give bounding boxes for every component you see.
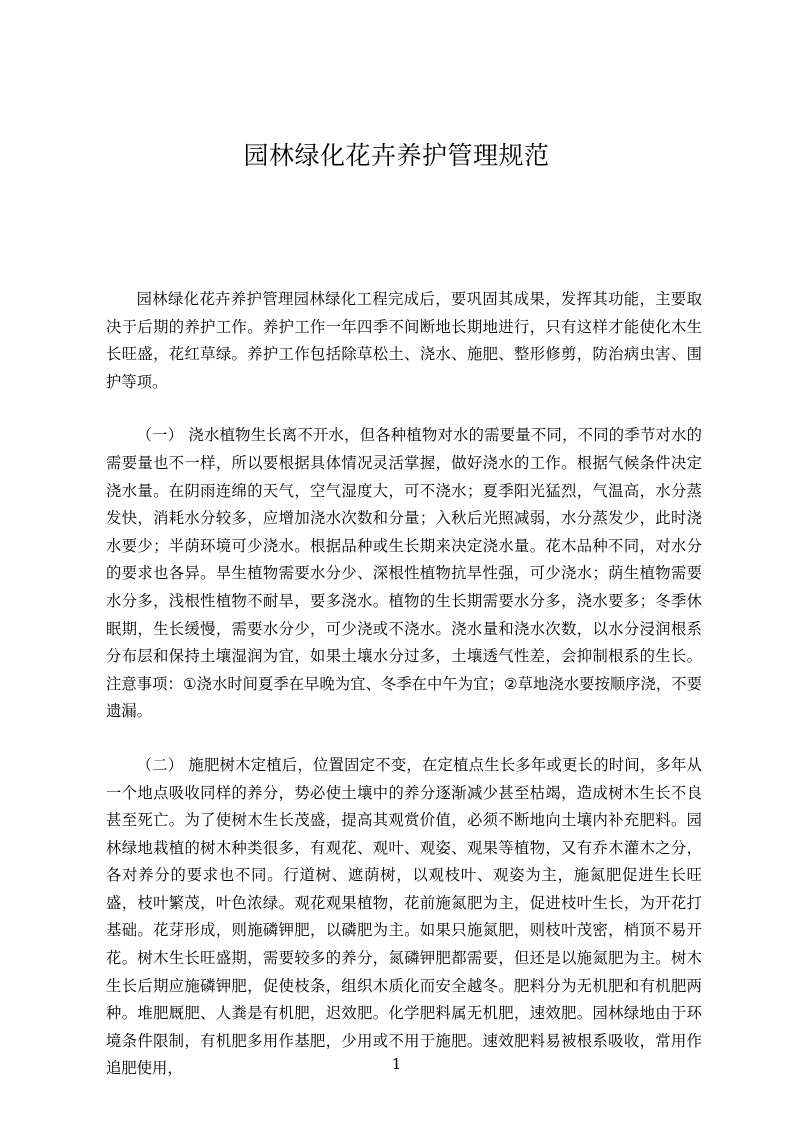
document-body [106, 286, 702, 1109]
paragraph-watering: （一） 浇水植物生长离不开水，但各种植物对水的需要量不同，不同的季节对水的需要量也不一样，所以要根据具体情况灵活掌握，做好浇水的工作。根据气候条件决定浇水量。在阴雨连绵的天气，空气湿度大，可不浇水；夏季阳光猛烈，气温高，水分蒸发快，消耗水分较多，应增加浇水次数和分量；入秋后光照减弱，水分蒸发少，此时浇水要少；半荫环境可少浇水。根据品种或生长期来决定浇水量。花木品种不同，对水分的要求也各异。旱生植物需要水分少、深根性植物抗旱性强，可少浇水；荫生植物需要水分多，浅根性植物不耐旱，要多浇水。植物的生长期需要水分多，浇水要多；冬季休眠期，生长缓慢，需要水分少，可少浇或不浇水。浇水量和浇水次数，以水分浸润根系分布层和保持土壤湿润为宜，如果土壤水分过多，土壤透气性差，会抑制根系的生长。注意事项：①浇水时间夏季在早晚为宜、冬季在中午为宜；②草地浇水要按顺序浇，不要遗漏。 [106, 426, 702, 721]
document-title: 园林绿化花卉养护管理规范 [243, 141, 550, 170]
page-number: 1 [391, 1055, 402, 1073]
paragraph-intro: 园林绿化花卉养护管理园林绿化工程完成后，要巩固其成果，发挥其功能，主要取决于后期的养护工作。养护工作一年四季不间断地长期地进行，只有这样才能使化木生长旺盛，花红草绿。养护工作包括除草松土、浇水、施肥、整形修剪，防治病虫害、围护等项。 [106, 290, 702, 391]
paragraph-fertilizing: （二） 施肥树木定植后，位置固定不变，在定植点生长多年或更长的时间，多年从一个地点吸收同样的养分，势必使土壤中的养分逐渐减少甚至枯竭，造成树木生长不良甚至死亡。为了使树木生长茂盛，提高其观赏价值，必须不断地向土壤内补充肥料。园林绿地栽植的树木种类很多，有观花、观叶、观姿、观果等植物，又有乔木灌木之分，各对养分的要求也不同。行道树、遮荫树，以观枝叶、观姿为主，施氮肥促进生长旺盛，枝叶繁茂，叶色浓绿。观花观果植物，花前施氮肥为主，促进枝叶生长，为开花打基础。花芽形成，则施磷钾肥，以磷肥为主。如果只施氮肥，则枝叶茂密，梢顶不易开花。树木生长旺盛期，需要较多的养分，氮磷钾肥都需要，但还是以施氮肥为主。树木生长后期应施磷钾肥，促使枝条，组织木质化而安全越冬。肥料分为无机肥和有机肥两种。堆肥厩肥、人粪是有机肥，迟效肥。化学肥料属无机肥，速效肥。园林绿地由于环境条件限制，有机肥多用作基肥，少用或不用于施肥。速效肥料易被根系吸收，常用作追肥使用， [106, 755, 702, 1078]
